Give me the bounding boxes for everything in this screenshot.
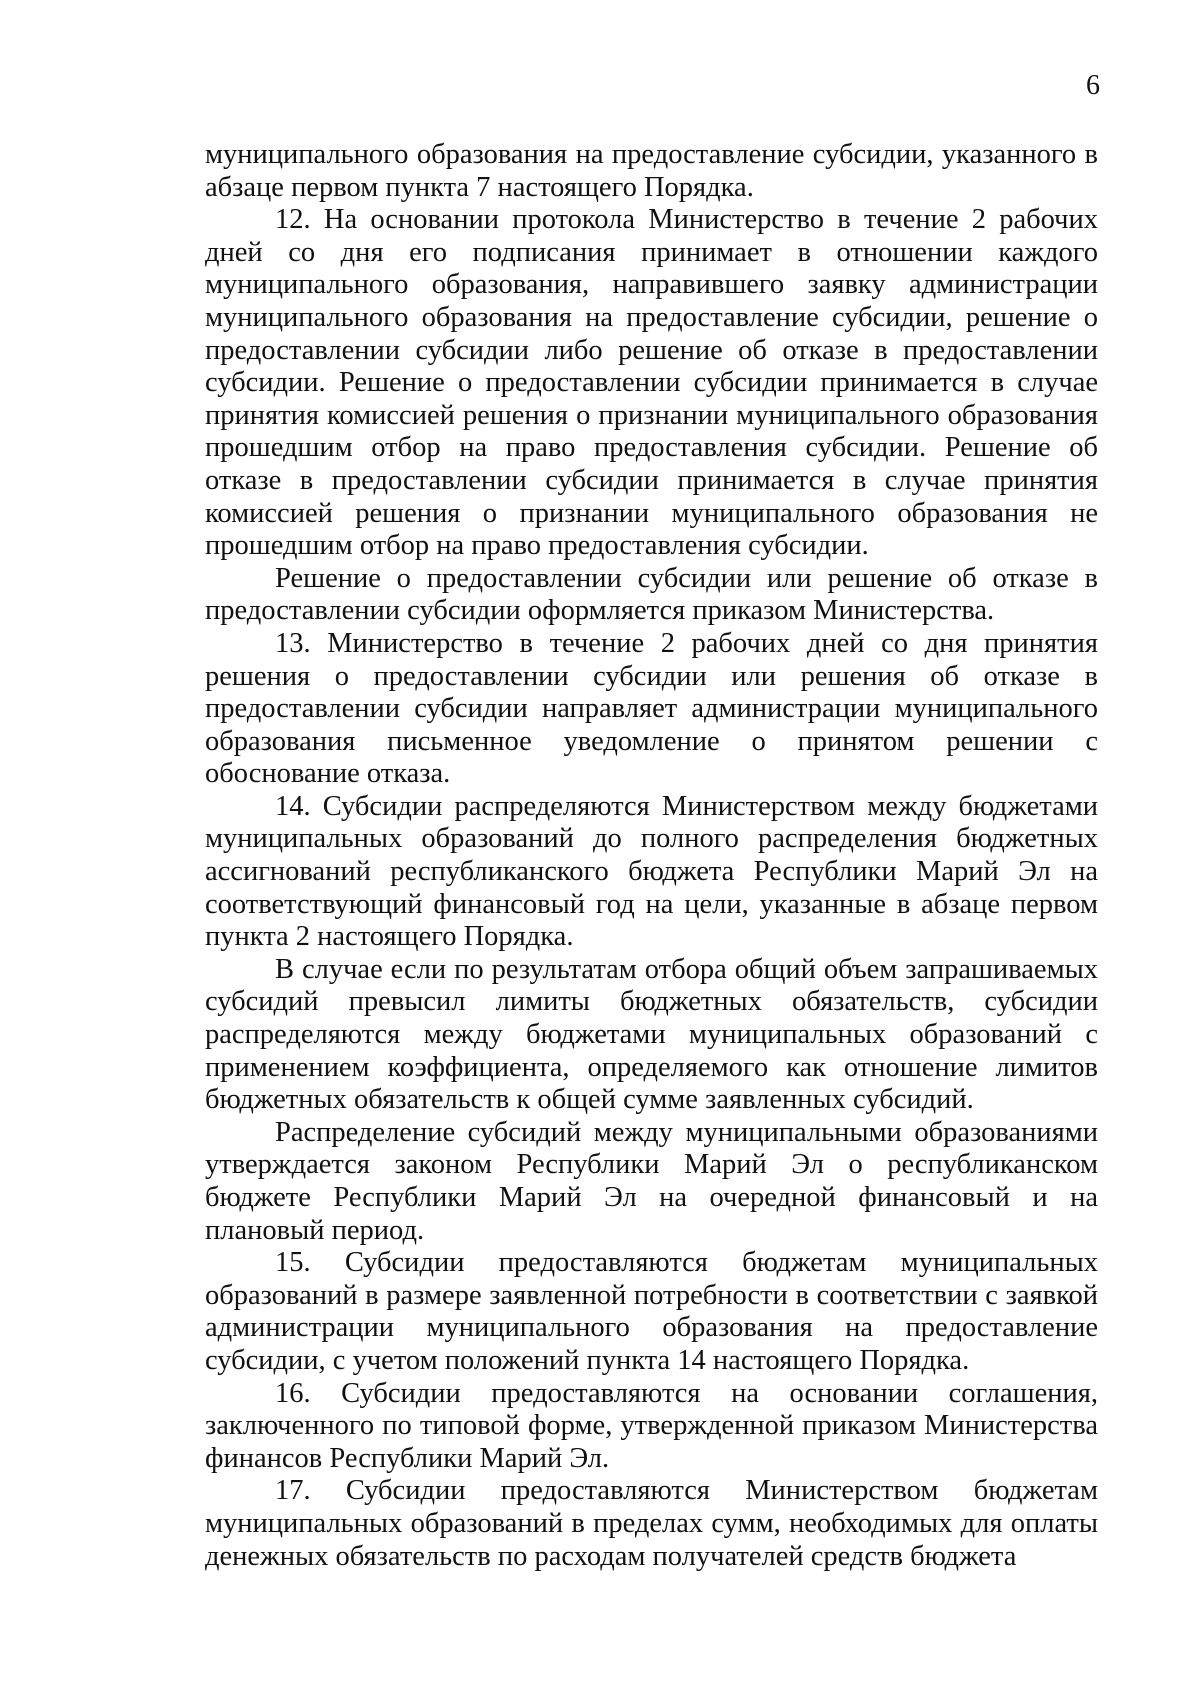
paragraph-item-14: 14. Субсидии распределяются Министерством между бюджетами муниципальных образований до полного распределения бюджетных ассигнований республиканского бюджета Республики Марий Эл на соответствующий финансовый год на цели, указанные в абзаце первом пункта 2 настоящего Порядка.: [205, 790, 1098, 953]
page-number: 6: [1086, 70, 1100, 101]
paragraph-item-17: 17. Субсидии предоставляются Министерством бюджетам муниципальных образований в пределах сумм, необходимых для оплаты денежных обязательств по расходам получателей средств бюджета: [205, 1475, 1098, 1572]
paragraph-item-12: 12. На основании протокола Министерство в течение 2 рабочих дней со дня его подписания принимает в отношении каждого муниципального образования, направившего заявку администрации муниципального образования на предоставление субсидии, решение о предоставлении субсидии либо решение об отказе в предоставлении субсидии. Решение о предоставлении субсидии принимается в случае принятия комиссией решения о признании муниципального образования прошедшим отбор на право предоставления субсидии. Решение об отказе в предоставлении субсидии принимается в случае принятия комиссией решения о признании муниципального образования не прошедшим отбор на право предоставления субсидии.: [205, 204, 1098, 562]
paragraph-item-14-distribution: Распределение субсидий между муниципальными образованиями утверждается законом Республики Марий Эл о республиканском бюджете Республики Марий Эл на очередной финансовый и на плановый период.: [205, 1116, 1098, 1246]
paragraph-item-15: 15. Субсидии предоставляются бюджетам муниципальных образований в размере заявленной потребности в соответствии с заявкой администрации муниципального образования на предоставление субсидии, с учетом положений пункта 14 настоящего Порядка.: [205, 1247, 1098, 1376]
paragraph-item-14-excess: В случае если по результатам отбора общий объем запрашиваемых субсидий превысил лимиты бюджетных обязательств, субсидии распределяются между бюджетами муниципальных образований с применением коэффициента, определяемого как отношение лимитов бюджетных обязательств к общей сумме заявленных субсидий.: [205, 953, 1098, 1116]
paragraph-item-12-decision: Решение о предоставлении субсидии или решение об отказе в предоставлении субсидии оформляется приказом Министерства.: [205, 562, 1098, 627]
paragraph-item-16: 16. Субсидии предоставляются на основании соглашения, заключенного по типовой форме, утвержденной приказом Министерства финансов Республики Марий Эл.: [205, 1377, 1098, 1474]
paragraph-item-13: 13. Министерство в течение 2 рабочих дней со дня принятия решения о предоставлении субсидии или решения об отказе в предоставлении субсидии направляет администрации муниципального образования письменное уведомление о принятом решении с обоснование отказа.: [205, 627, 1098, 790]
paragraph-continuation: муниципального образования на предоставление субсидии, указанного в абзаце первом пункта 7 настоящего Порядка.: [205, 139, 1098, 203]
document-body: [205, 139, 1098, 1573]
